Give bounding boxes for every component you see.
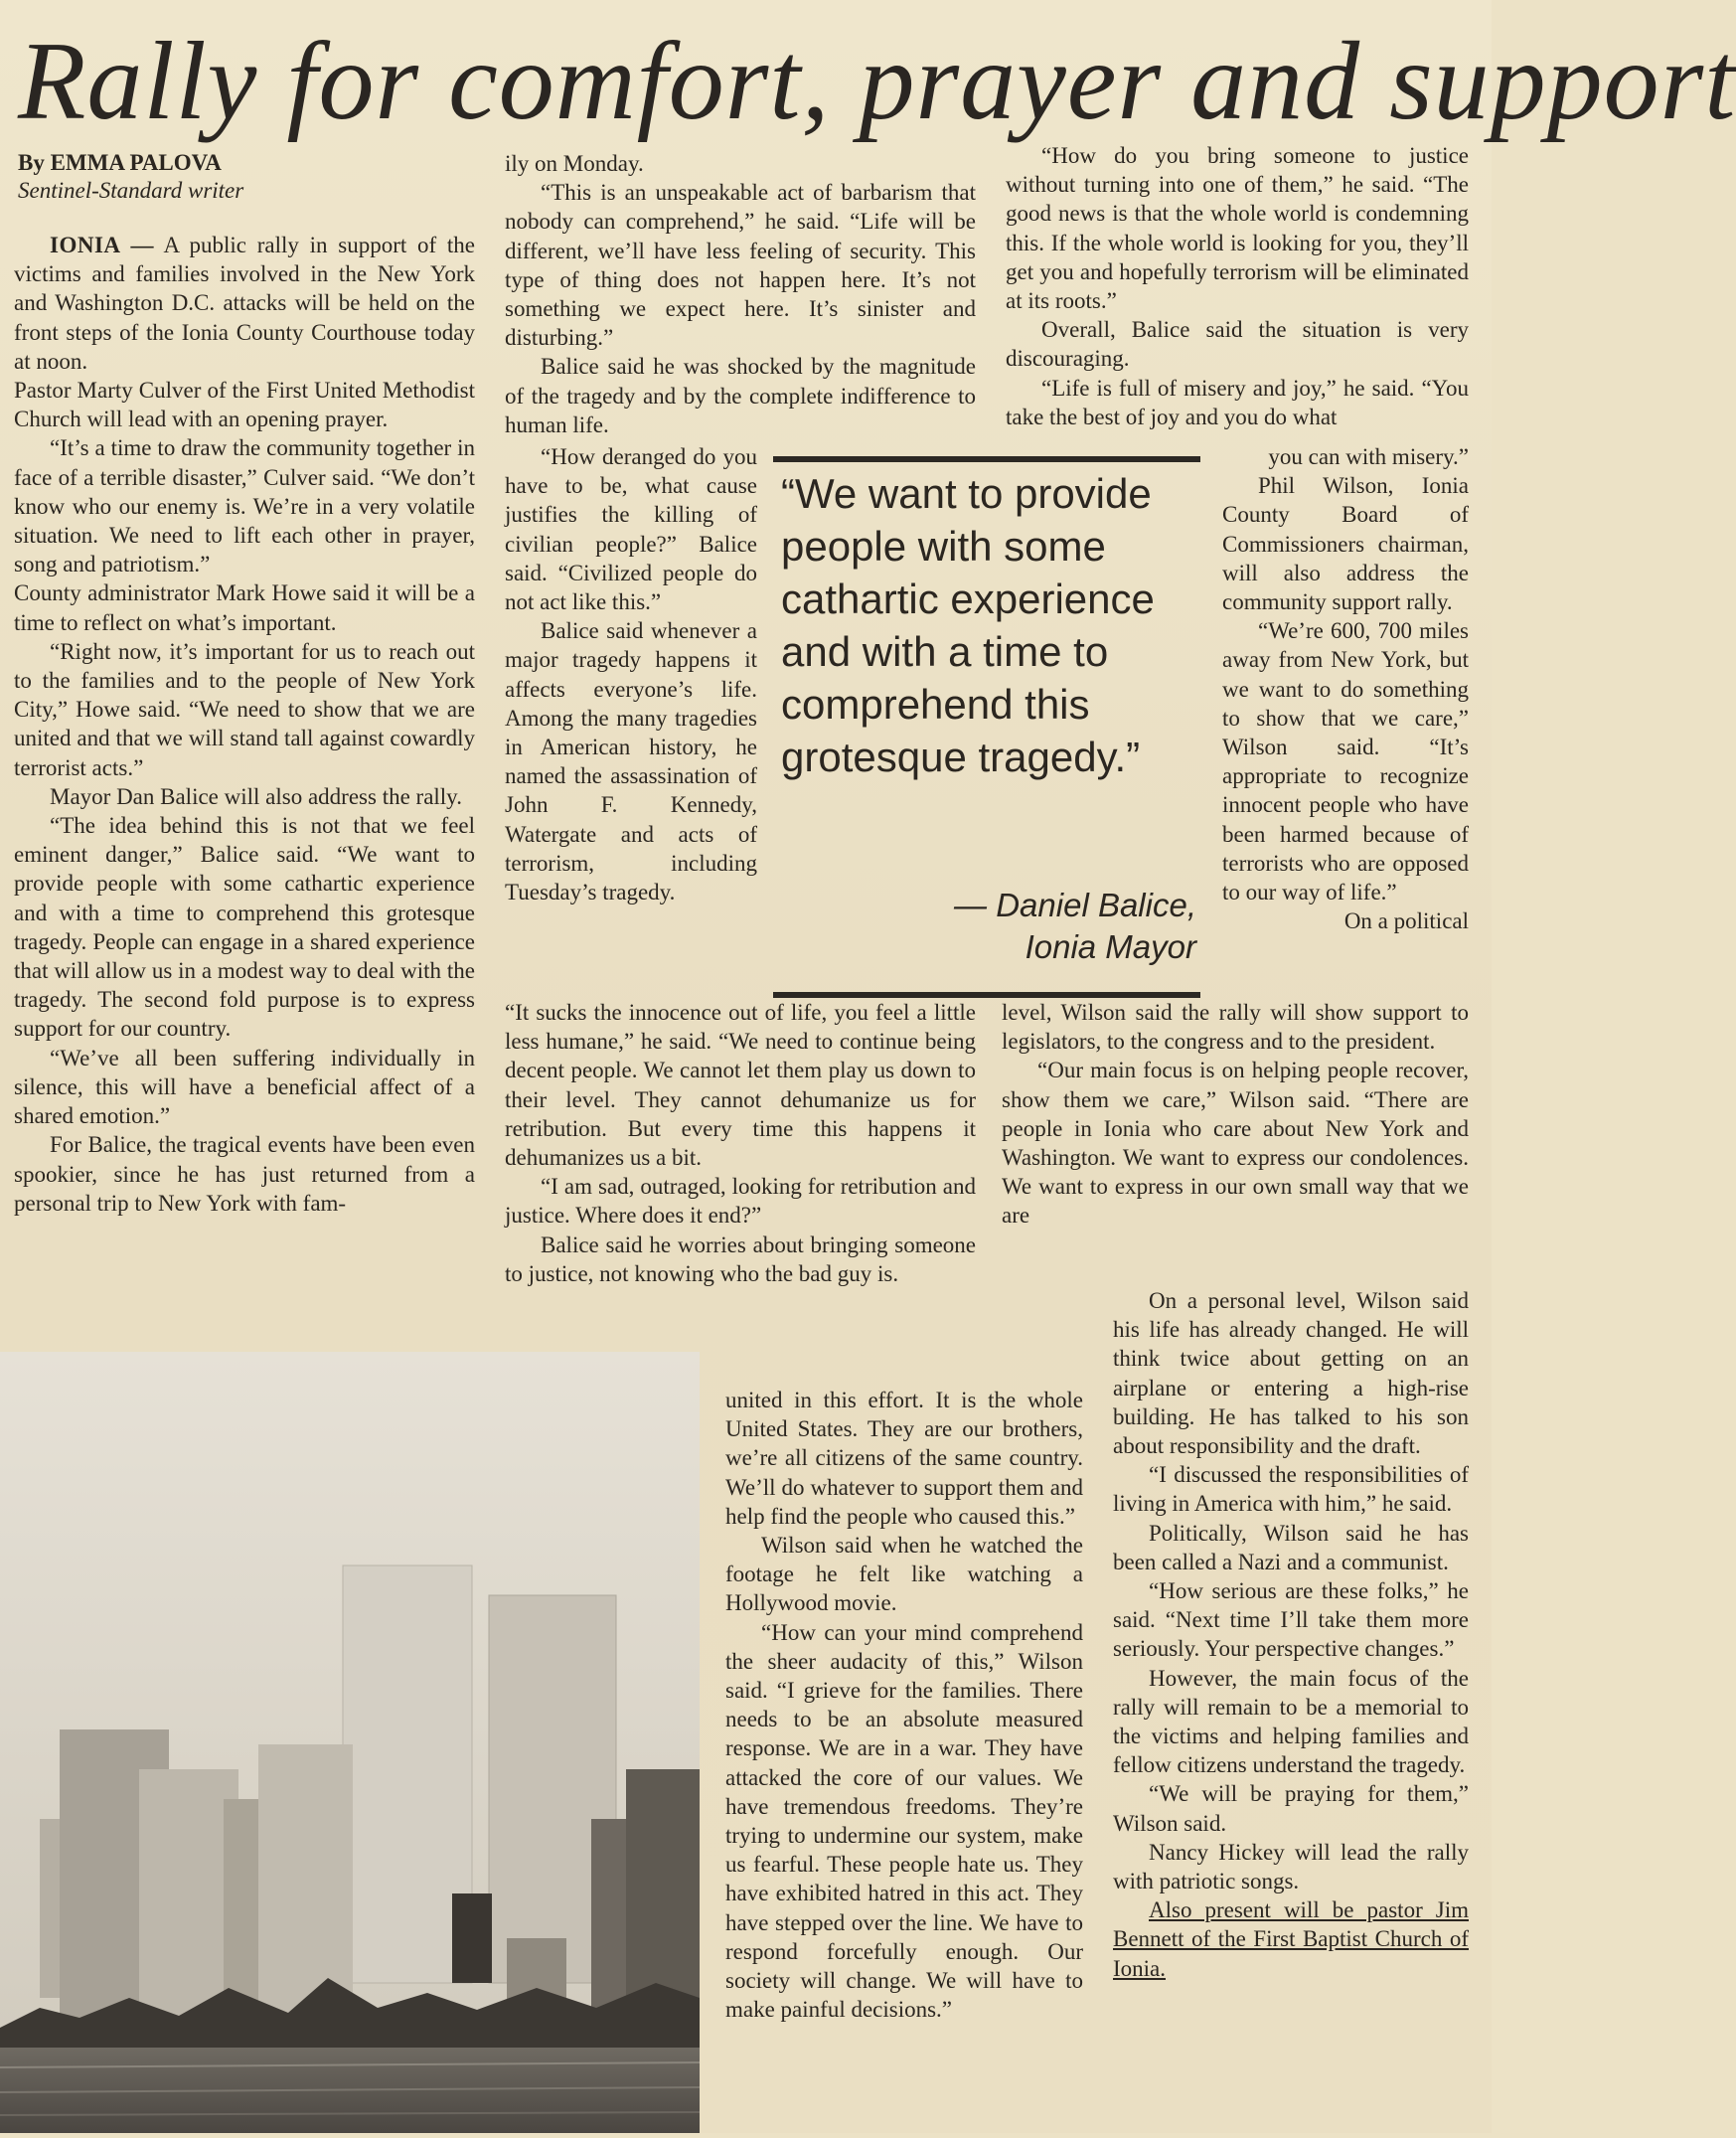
lead-text: A public rally in support of the victims and families involved in the New York and Washington D.C. attacks will be held on the front steps of the Ionia County Courthouse today at noon. (14, 233, 475, 374)
paragraph: Balice said he worries about bringing someone to justice, not knowing who the bad guy is. (505, 1232, 976, 1286)
skyline-photo (0, 1352, 700, 2133)
paragraph: “It sucks the innocence out of life, you feel a little less humane,” he said. “We need to continue being decent people. We cannot let them play us down to their level. They cannot dehumanize us for retribution. But every time this happens it dehumanizes us a bit. (505, 1000, 976, 1171)
paragraph: Also present will be pastor Jim Bennett of the First Baptist Church of Ionia. (1113, 1897, 1469, 1981)
pullquote-attribution-title: Ionia Mayor (1025, 928, 1196, 965)
article-column-2-top (505, 149, 976, 452)
paragraph: For Balice, the tragical events have been even spookier, since he has just returned from a personal trip to New York with fam- (14, 1132, 475, 1216)
paragraph: Phil Wilson, Ionia County Board of Commissioners chairman, will also address the community support rally. (1222, 473, 1469, 615)
dateline: IONIA — (50, 233, 154, 257)
paragraph: united in this effort. It is the whole United States. They are our brothers, we’re all citizens of the same country. We’ll do whatever to support them and help find the people who caused this.” (725, 1388, 1083, 1529)
paragraph: “How can your mind comprehend the sheer audacity of this,” Wilson said. “I grieve for the families. There needs to be an absolute measured response. We are in a war. They have attacked the core of our values. We have tremendous freedoms. They’re trying to undermine our system, make us fearful. These people hate us. They have exhibited hatred in this act. They have stepped over the line. We have to respond forcefully enough. Our society will change. We will have to make painful decisions.” (725, 1619, 1083, 2023)
article-column-4 (725, 1386, 1083, 2126)
paragraph: “It’s a time to draw the community together in face of a terrible disaster,” Culver said. “We don’t know who our enemy is. We’re in a very volatile situation. We need to lift each other in prayer, song and patriotism.” (14, 435, 475, 577)
paragraph: County administrator Mark Howe said it will be a time to reflect on what’s important. (14, 580, 475, 635)
paragraph: “Life is full of misery and joy,” he said. “You take the best of joy and you do what (1006, 375, 1469, 429)
article-column-2-lower (505, 998, 976, 1346)
skyline-illustration (0, 1352, 700, 2133)
paragraph: Wilson said when he watched the footage he felt like watching a Hollywood movie. (725, 1533, 1083, 1616)
paragraph: “We will be praying for them,” Wilson said. (1113, 1781, 1469, 1836)
paragraph: you can with misery.” (1268, 444, 1469, 469)
pullquote-attribution (781, 885, 1196, 994)
paragraph: On a political (1343, 908, 1469, 934)
paragraph: “I am sad, outraged, looking for retribution and justice. Where does it end?” (505, 1174, 976, 1229)
paragraph: Mayor Dan Balice will also address the rally. (50, 783, 462, 809)
paragraph: “Right now, it’s important for us to reach out to the families and to the people of New York City,” Howe said. “We need to show that we are united and that we will stand tall against cowardly terrorist acts.” (14, 638, 475, 780)
paragraph: “This is an unspeakable act of barbarism that nobody can comprehend,” he said. “Life will be different, we’ll have less feeling of security. This type of thing does not happen here. It’s not something we expect here. It’s sinister and disturbing.” (505, 180, 976, 351)
paragraph: “We’re 600, 700 miles away from New York, but we want to do something to show that we care,” Wilson said. “It’s appropriate to recognize innocent people who have been harmed because of terrorists who are opposed to our way of life.” (1222, 618, 1469, 905)
paragraph: ily on Monday. (505, 151, 644, 176)
article-column-3-top (1006, 141, 1469, 466)
paragraph: “The idea behind this is not that we feel eminent danger,” Balice said. “We want to provide people with some cathartic experience and with a time to comprehend this grotesque tragedy. People can engage in a shared experience that will allow us in a modest way to deal with the tragedy. The second fold purpose is to express support for our country. (14, 813, 475, 1042)
paragraph: “Our main focus is on helping people recover, show them we care,” Wilson said. “There are people in Ionia who care about New York and Washington. We want to express our condolences. We want to express in our own small way that we are (1002, 1058, 1469, 1229)
headline: Rally for comfort, prayer and support (18, 20, 1736, 143)
byline-role: Sentinel-Standard writer (18, 178, 244, 203)
article-column-3-middle (1222, 442, 1469, 999)
paragraph: However, the main focus of the rally will remain to be a memorial to the victims and helping families and fellow citizens understand the tragedy. (1113, 1665, 1469, 1778)
article-column-1 (14, 231, 475, 1349)
paragraph: “How deranged do you have to be, what cause justifies the killing of civilian people?” Balice said. “Civilized people do not act like this.” (505, 444, 757, 615)
paragraph: Balice said whenever a major tragedy happens it affects everyone’s life. Among the many tragedies in American history, he named the assassination of John F. Kennedy, Watergate and acts of terrorism, including Tuesday’s tragedy. (505, 618, 757, 905)
byline-author: By EMMA PALOVA (18, 150, 222, 175)
byline (18, 149, 475, 205)
paragraph: Balice said he was shocked by the magnitude of the tragedy and by the complete indifference to human life. (505, 354, 976, 437)
paragraph: Pastor Marty Culver of the First United Methodist Church will lead with an opening prayer. (14, 378, 475, 432)
paragraph: level, Wilson said the rally will show support to legislators, to the congress and to the president. (1002, 1000, 1469, 1055)
paragraph (14, 231, 475, 376)
paragraph: Politically, Wilson said he has been called a Nazi and a communist. (1113, 1520, 1469, 1574)
article-column-5 (1113, 1286, 1469, 2126)
paragraph: Overall, Balice said the situation is very discouraging. (1006, 317, 1469, 372)
paragraph: “How do you bring someone to justice without turning into one of them,” he said. “The good news is that the whole world is condemning this. If the whole world is looking for you, they’ll get you and hopefully terrorism will be eliminated at its roots.” (1006, 143, 1469, 314)
paragraph: “We’ve all been suffering individually in silence, this will have a beneficial affect of a shared emotion.” (14, 1045, 475, 1129)
paragraph: “How serious are these folks,” he said. “Next time I’ll take them more seriously. Your perspective changes.” (1113, 1578, 1469, 1662)
paragraph: Nancy Hickey will lead the rally with patriotic songs. (1113, 1839, 1469, 1894)
paragraph: “I discussed the responsibilities of living in America with him,” he said. (1113, 1462, 1469, 1517)
pullquote-top-rule (773, 456, 1200, 462)
paragraph: On a personal level, Wilson said his life has already changed. He will think twice about getting on an airplane or entering a high-rise building. He has talked to his son about responsibility and the draft. (1113, 1288, 1469, 1459)
article-column-3-lower (1002, 998, 1469, 1286)
pullquote-attribution-name: — Daniel Balice, (954, 887, 1196, 923)
article-column-2-middle (505, 442, 757, 999)
pullquote: “We want to provide people with some cathartic experience and with a time to comprehend this grotesque tragedy.” (781, 470, 1155, 780)
